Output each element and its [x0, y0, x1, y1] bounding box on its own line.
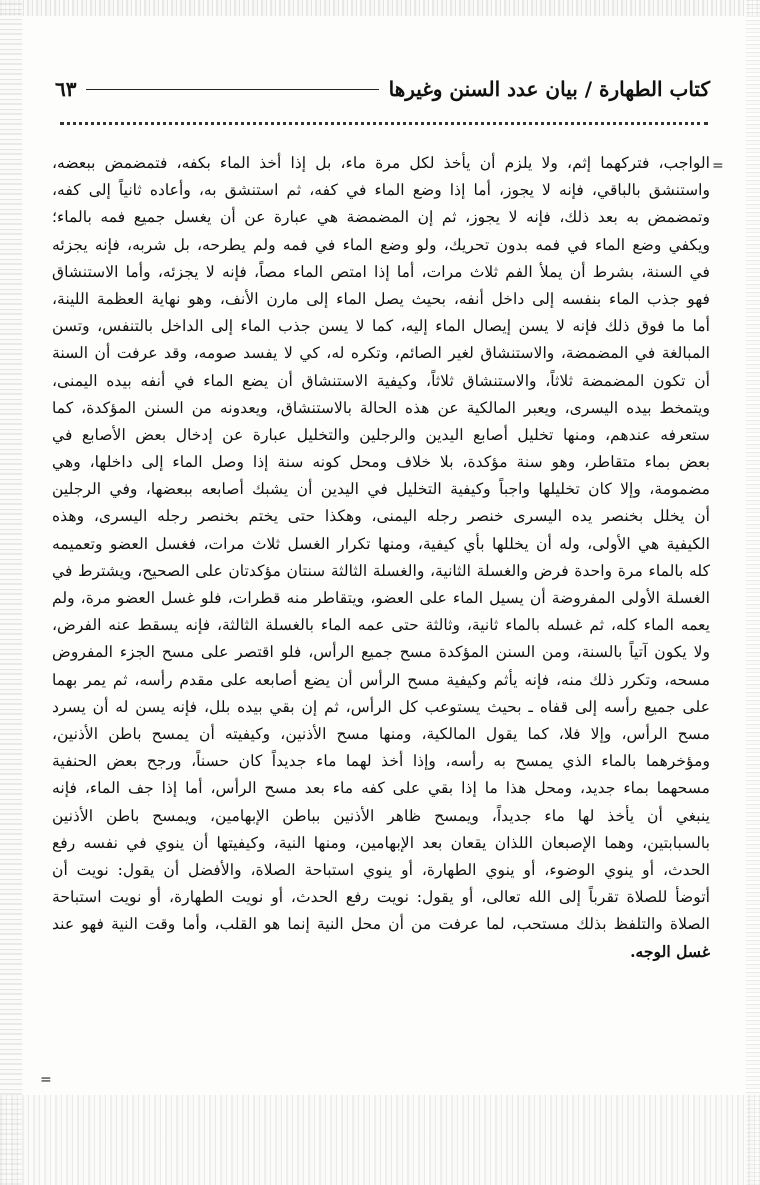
text-line: الحدث، أو ينوي الوضوء، أو ينوي الطهارة، أو ينوي استباحة الصلاة، والأفضل أن يقول: نويت أن — [52, 860, 710, 879]
text-line: الصلاة والتلفظ بذلك مستحب، لما عرفت من أن محل النية إنما هو القلب، وأما وقت النية فهو عند — [52, 915, 710, 934]
continuation-mark-end: = — [40, 1072, 52, 1088]
running-title: كتاب الطهارة / بيان عدد السنن وغيرها — [388, 77, 710, 101]
text-line: ستعرفه عندهم، ومنها تخليل أصابع اليدين والرجلين والتخليل عبارة عن إدخال بعض الأصابع في — [52, 425, 710, 444]
text-line: ولا يكون آتياً بالسنة، ومن السنن المؤكدة مسح جميع الرأس، فلو اقتصر على مسح الجزء المفروض — [52, 643, 710, 662]
text-line: على جميع رأسه إلى قفاه ـ بحيث يستوعب كل الرأس، ثم إن بقي بيده بلل، فإنه يسن له أن يسرد — [52, 697, 710, 716]
scan-edge-bottom — [0, 1095, 760, 1185]
text-line: بالسبابتين، وهما الإصبعان اللذان يقعان بعد الإبهامين، ومنها النية، وكيفيتها أن ينوي في نفسه رفع — [52, 833, 710, 852]
text-line: بعض بماء متقاطر، وهو سنة مؤكدة، بلا خلاف ومحل كونه سنة إذا وصل الماء إلى داخلها، وهي — [52, 453, 710, 472]
scan-edge-right — [746, 0, 760, 1185]
text-line: مضمومة، وإلا كان تخليلها واجباً وكيفية التخليل في اليدين أن يشبك أصابعه ببعضها، وفي الرجلين — [52, 480, 710, 499]
text-line: الكيفية هي الأولى، وله أن يخللها بأي كيفية، ومنها تكرار الغسل ثلاث مرات، فغسل العضو وتعميمه — [52, 534, 710, 553]
page-header — [55, 72, 710, 106]
text-line: وتمضمض به بعد ذلك، فإنه لا يجوز، ثم إن المضمضة هي عبارة عن أن يغسل جميع فمه بالماء؛ — [52, 208, 710, 227]
text-line: الغسلة الأولى المفروضة أن يسيل الماء على العضو، ويتقاطر منه قطرات، فلو غسل العضو مرة، ولم — [52, 589, 710, 607]
text-line: ويكفي وضع الماء في فمه بدون تحريك، ولو وضع الماء في فمه ولم يطرحه، بل شربه، فإنه يجزئه — [52, 235, 710, 254]
header-rule — [86, 89, 378, 90]
text-line: مسحهما بماء جديد، ومحل هذا ما إذا بقي على كفه ماء بعد مسح الرأس، أما إذا جف الماء، فإنه — [52, 779, 710, 798]
text-line: غسل الوجه. — [630, 942, 710, 962]
text-line: الواجب، فتركهما إثم، ولا يلزم أن يأخذ لكل مرة ماء، بل إذا أخذ الماء بكفه، فتمضمض ببعضه، — [52, 154, 710, 172]
text-line: أن يخلل بخنصر يده اليسرى خنصر رجله اليمنى، وهكذا حتى يختم بخنصر رجله اليسرى، وهذه — [52, 507, 710, 526]
text-line: يعمه الماء كله، ثم غسله بالماء ثانية، وثالثة حتى عمه الماء بالغسلة الثالثة، فإنه يسقط عنه الفرض، — [52, 616, 710, 635]
text-line: ومؤخرهما بالماء الذي يمسح به رأسه، وإذا أخذ لهما ماء جديداً كان حسناً، ورجح بعض الحنفية — [52, 752, 710, 771]
text-line: ينبغي أن يأخذ لها ماء جديداً، ويمسح ظاهر الأذنين بباطن الإبهامين، ويمسح باطن الأذنين — [52, 806, 710, 825]
text-line: مسحه، وتكرر ذلك منه، فإنه يأثم وكيفية مسح الرأس أن يضع أصابعه على مقدم رأسه، ثم يمر بهما — [52, 670, 710, 689]
text-line: أما ما فوق ذلك فإنه لا يسن إيصال الماء إليه، كما لا يسن جذب الماء إلى الداخل بالتنفس، وتسن — [52, 317, 710, 336]
text-line: ويتمخط بيده اليسرى، ويعبر المالكية عن هذه الحالة بالاستنشاق، ويعدونه من السنن المؤكدة، كما — [52, 398, 710, 417]
text-line: أن تكون المضمضة ثلاثاً، والاستنشاق ثلاثاً، وكيفية الاستنشاق أن يضع الماء في أنفه بيده اليمنى، — [52, 371, 710, 390]
text-line: أتوضأ للصلاة تقرباً إلى الله تعالى، أو يقول: نويت رفع الحدث، أو نويت الطهارة، أو نويت استباحة — [52, 888, 710, 907]
continuation-mark-start: = — [712, 158, 724, 174]
text-line: فهو جذب الماء بنفسه إلى داخل أنفه، بحيث يصل الماء إلى مارن الأنف، وهو نهاية العظمة اللينة، — [52, 289, 710, 308]
text-line: واستنشق بالباقي، فإنه لا يجوز، أما إذا وضع الماء في كفه، ثم استنشق به، وأعاده ثانياً إلى كفه، — [52, 181, 710, 200]
text-line: مسح الرأس، وإلا فلا، كما يقول المالكية، ومنها مسح الأذنين، وكيفيته أن يمسح باطن الأذنين، — [52, 724, 710, 743]
text-line: كله بالماء مرة واحدة فرض والغسلة الثانية، والغسلة الثالثة سنتان مؤكدتان على الصحيح، ويشترط في — [52, 561, 710, 580]
body-text — [52, 150, 710, 966]
scan-edge-left — [0, 0, 22, 1185]
dotted-separator — [60, 122, 708, 125]
text-line: المبالغة في المضمضة، والاستنشاق لغير الصائم، وتكره له، كي لا يفسد صومه، وقد عرفت أن السنة — [52, 344, 710, 363]
text-line: في السنة، بشرط أن يملأ الفم ثلاث مرات، أما إذا امتص الماء مصاً، فإنه لا يجزئه، وأما الاستنشاق — [52, 262, 710, 281]
page-number: ٦٣ — [55, 77, 77, 101]
scan-edge-top — [0, 0, 760, 16]
